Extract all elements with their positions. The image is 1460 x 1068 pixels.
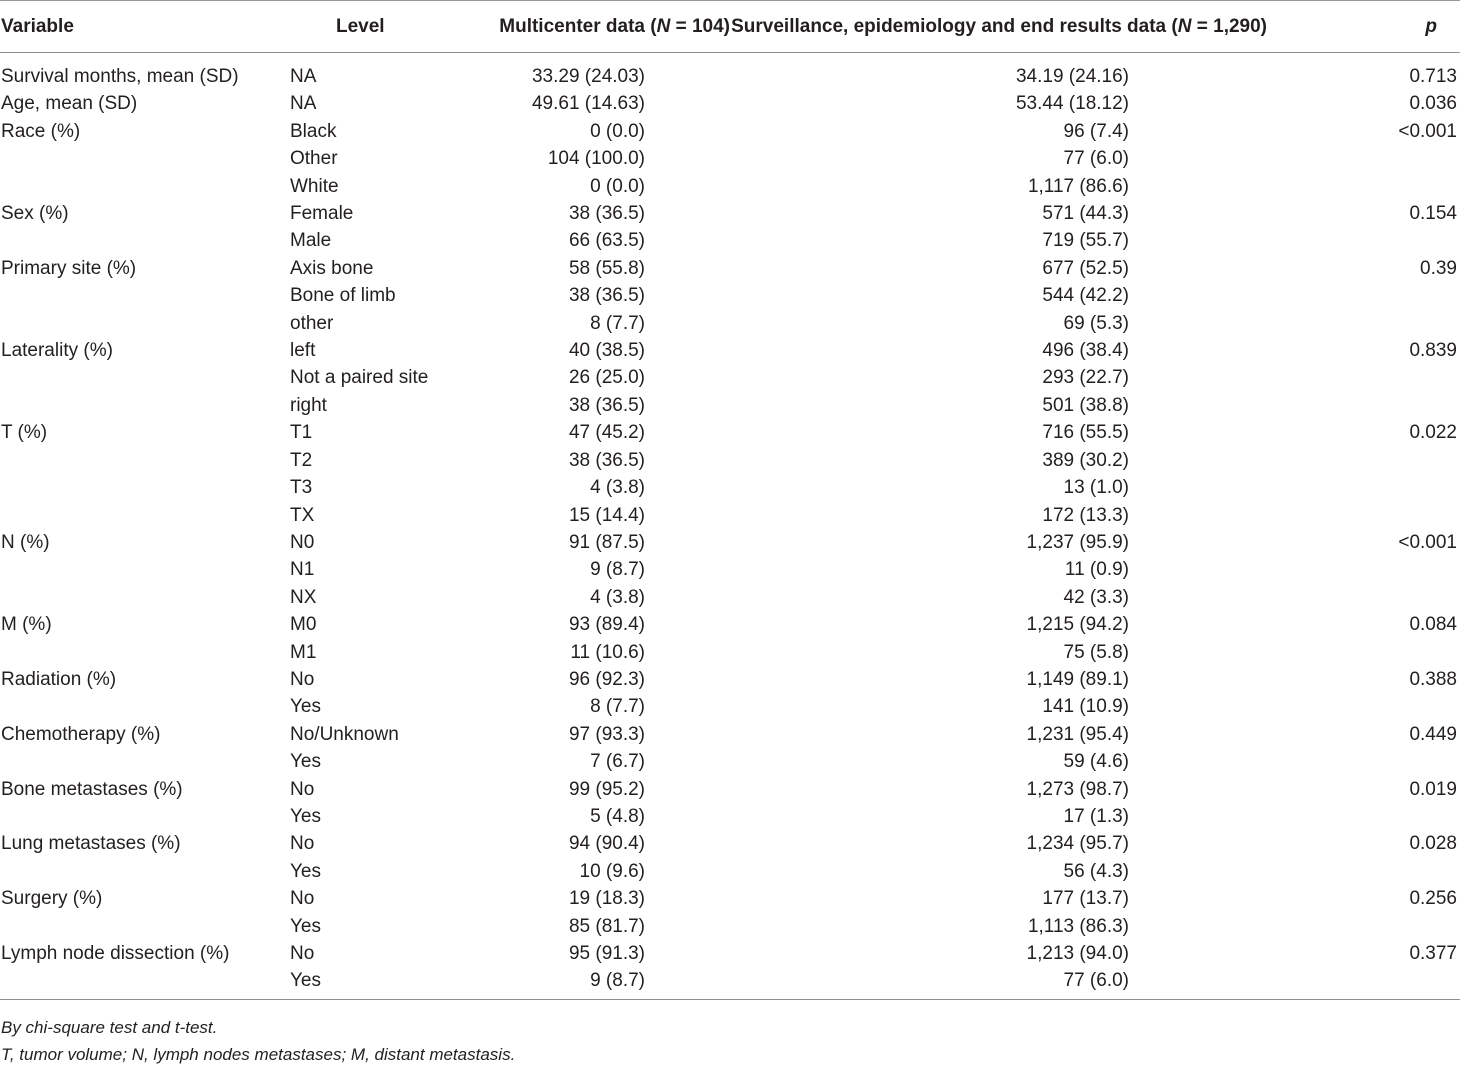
multicenter-cell: 4 (3.8) — [590, 477, 645, 499]
header-p-label: p — [1425, 15, 1437, 37]
multicenter-cell: 47 (45.2) — [568, 422, 645, 444]
multicenter-cell: 49.61 (14.63) — [531, 93, 645, 115]
seer-cell: 677 (52.5) — [1042, 257, 1129, 279]
p-value-cell: 0.377 — [1409, 943, 1457, 964]
level-cell: NX — [290, 586, 317, 608]
variable-cell — [0, 639, 290, 666]
variable-cell: Lung metastases (%) — [1, 833, 181, 855]
seer-cell: 53.44 (18.12) — [1015, 93, 1129, 115]
variable-cell: Bone metastases (%) — [1, 778, 183, 800]
multicenter-cell: 85 (81.7) — [568, 915, 645, 937]
multicenter-cell: 5 (4.8) — [590, 805, 645, 827]
table-row — [0, 419, 1460, 446]
multicenter-cell: 26 (25.0) — [568, 367, 645, 389]
level-cell: Female — [290, 203, 354, 225]
header-seer-n: N — [1177, 15, 1192, 37]
level-cell: Yes — [290, 860, 321, 882]
table-row — [0, 913, 1460, 940]
level-cell: M0 — [290, 614, 317, 636]
level-cell: Yes — [290, 696, 321, 718]
table-footnotes — [1, 1014, 515, 1068]
table-row — [0, 255, 1460, 282]
level-cell: T1 — [290, 422, 313, 444]
p-value-cell: 0.839 — [1409, 340, 1457, 362]
table-row — [0, 173, 1460, 200]
seer-cell: 141 (10.9) — [1042, 696, 1129, 718]
level-cell: No — [290, 668, 315, 690]
header-multicenter-suffix: = 104) — [670, 15, 730, 37]
table-row — [0, 447, 1460, 474]
table-row — [0, 693, 1460, 720]
header-multicenter-prefix: Multicenter data ( — [499, 15, 657, 37]
table-row — [0, 940, 1460, 967]
variable-cell — [0, 748, 290, 775]
seer-cell: 719 (55.7) — [1042, 230, 1129, 252]
p-value-cell — [1380, 858, 1460, 885]
multicenter-cell: 97 (93.3) — [568, 723, 645, 745]
seer-cell: 496 (38.4) — [1042, 340, 1129, 362]
table-row — [0, 145, 1460, 172]
variable-cell — [0, 392, 290, 419]
seer-cell: 1,231 (95.4) — [1026, 723, 1129, 745]
multicenter-cell: 0 (0.0) — [590, 175, 645, 197]
p-value-cell: 0.713 — [1409, 66, 1457, 87]
p-value-cell: <0.001 — [1398, 120, 1457, 142]
seer-cell: 77 (6.0) — [730, 967, 1380, 999]
variable-cell — [0, 474, 290, 501]
seer-cell: 1,113 (86.3) — [1027, 915, 1129, 937]
variable-cell: Race (%) — [1, 120, 81, 142]
seer-cell: 17 (1.3) — [1063, 805, 1129, 827]
multicenter-cell: 58 (55.8) — [568, 257, 645, 279]
variable-cell — [0, 173, 290, 200]
seer-cell: 293 (22.7) — [1042, 367, 1129, 389]
p-value-cell: 0.39 — [1420, 257, 1457, 279]
table-row — [0, 885, 1460, 912]
p-value-cell: 0.036 — [1409, 93, 1457, 115]
variable-cell — [0, 913, 290, 940]
p-value-cell — [1380, 803, 1460, 830]
variable-cell — [0, 556, 290, 583]
multicenter-cell: 38 (36.5) — [568, 203, 645, 225]
level-cell: NA — [290, 93, 317, 115]
table-row — [0, 611, 1460, 638]
table-row — [0, 227, 1460, 254]
p-value-cell — [1380, 913, 1460, 940]
variable-cell — [0, 967, 290, 999]
table-row — [0, 584, 1460, 611]
p-value-cell: <0.001 — [1398, 531, 1457, 553]
p-value-cell — [1380, 474, 1460, 501]
variable-cell — [0, 584, 290, 611]
seer-cell: 75 (5.8) — [1063, 641, 1129, 663]
multicenter-cell: 91 (87.5) — [568, 531, 645, 553]
header-p-value — [1380, 1, 1460, 53]
seer-cell: 42 (3.3) — [1063, 586, 1129, 608]
level-cell: White — [290, 175, 339, 197]
level-cell: N0 — [290, 531, 315, 553]
seer-cell: 1,273 (98.7) — [1026, 778, 1129, 800]
table-row — [0, 53, 1460, 91]
seer-cell: 56 (4.3) — [1063, 860, 1129, 882]
multicenter-cell: 9 (8.7) — [440, 967, 730, 999]
multicenter-cell: 38 (36.5) — [568, 285, 645, 307]
p-value-cell — [1380, 364, 1460, 391]
table-row — [0, 200, 1460, 227]
table-row — [0, 967, 1460, 999]
multicenter-cell: 104 (100.0) — [547, 148, 645, 170]
p-value-cell — [1380, 639, 1460, 666]
multicenter-cell: 7 (6.7) — [590, 751, 645, 773]
table-row — [0, 721, 1460, 748]
variable-cell: N (%) — [1, 531, 50, 553]
table-body — [0, 53, 1460, 1000]
p-value-cell: 0.154 — [1409, 203, 1457, 225]
variable-cell — [0, 310, 290, 337]
variable-cell: Radiation (%) — [1, 668, 117, 690]
level-cell: NA — [290, 66, 317, 87]
p-value-cell — [1380, 748, 1460, 775]
table-row — [0, 748, 1460, 775]
level-cell: Yes — [290, 805, 321, 827]
level-cell: Bone of limb — [290, 285, 396, 307]
seer-cell: 34.19 (24.16) — [1015, 66, 1129, 87]
p-value-cell — [1380, 447, 1460, 474]
variable-cell: Lymph node dissection (%) — [1, 943, 230, 964]
seer-cell: 177 (13.7) — [1042, 888, 1129, 910]
variable-cell — [0, 803, 290, 830]
seer-cell: 13 (1.0) — [1063, 477, 1129, 499]
p-value-cell: 0.022 — [1409, 422, 1457, 444]
seer-cell: 77 (6.0) — [1063, 148, 1129, 170]
p-value-cell — [1380, 693, 1460, 720]
table-row — [0, 90, 1460, 117]
header-row — [0, 1, 1460, 53]
table-header — [0, 1, 1460, 53]
variable-cell — [0, 693, 290, 720]
level-cell: No — [290, 943, 315, 964]
level-cell: No/Unknown — [290, 723, 399, 745]
footnote-test: By chi-square test and t-test. — [1, 1018, 218, 1037]
level-cell: T3 — [290, 477, 313, 499]
seer-cell: 571 (44.3) — [1042, 203, 1129, 225]
variable-cell: Chemotherapy (%) — [1, 723, 161, 745]
seer-cell: 1,237 (95.9) — [1026, 531, 1129, 553]
level-cell: Male — [290, 230, 332, 252]
multicenter-cell: 11 (10.6) — [570, 641, 645, 663]
p-value-cell — [1380, 556, 1460, 583]
variable-cell: Surgery (%) — [1, 888, 103, 910]
variable-cell — [0, 364, 290, 391]
p-value-cell — [1380, 145, 1460, 172]
header-variable: Variable — [0, 1, 290, 53]
variable-cell: Primary site (%) — [1, 257, 137, 279]
seer-cell: 1,213 (94.0) — [1026, 943, 1129, 964]
table-row — [0, 666, 1460, 693]
table-row — [0, 337, 1460, 364]
p-value-cell — [1380, 502, 1460, 529]
header-multicenter-n: N — [656, 15, 671, 37]
variable-cell — [0, 858, 290, 885]
table-row — [0, 776, 1460, 803]
seer-cell: 1,215 (94.2) — [1026, 614, 1129, 636]
p-value-cell — [1380, 392, 1460, 419]
seer-cell: 1,117 (86.6) — [1027, 175, 1129, 197]
level-cell: Yes — [290, 915, 321, 937]
multicenter-cell: 8 (7.7) — [590, 312, 645, 334]
variable-cell — [0, 227, 290, 254]
table-row — [0, 830, 1460, 857]
footnote-abbreviations: T, tumor volume; N, lymph nodes metastases; M, distant metastasis. — [1, 1045, 516, 1064]
multicenter-cell: 19 (18.3) — [568, 888, 645, 910]
p-value-cell: 0.256 — [1409, 888, 1457, 910]
seer-cell: 1,234 (95.7) — [1026, 833, 1129, 855]
p-value-cell: 0.449 — [1409, 723, 1457, 745]
variable-cell — [0, 145, 290, 172]
table-row — [0, 392, 1460, 419]
multicenter-cell: 93 (89.4) — [568, 614, 645, 636]
header-seer — [730, 1, 1380, 53]
level-cell: No — [290, 888, 315, 910]
seer-cell: 11 (0.9) — [1064, 559, 1129, 581]
table-row — [0, 118, 1460, 145]
multicenter-cell: 8 (7.7) — [590, 696, 645, 718]
seer-cell: 1,149 (89.1) — [1026, 668, 1129, 690]
p-value-cell: 0.019 — [1409, 778, 1457, 800]
header-multicenter — [440, 1, 730, 53]
multicenter-cell: 33.29 (24.03) — [531, 66, 645, 87]
seer-cell: 544 (42.2) — [1042, 285, 1129, 307]
level-cell: Other — [290, 148, 338, 170]
multicenter-cell: 10 (9.6) — [579, 860, 645, 882]
multicenter-cell: 38 (36.5) — [568, 449, 645, 471]
header-seer-suffix: = 1,290) — [1191, 15, 1267, 37]
variable-cell — [0, 447, 290, 474]
multicenter-cell: 66 (63.5) — [568, 230, 645, 252]
p-value-cell — [1380, 584, 1460, 611]
p-value-cell: 0.388 — [1409, 668, 1457, 690]
table-row — [0, 310, 1460, 337]
p-value-cell: 0.084 — [1409, 614, 1457, 636]
variable-cell — [0, 502, 290, 529]
seer-cell: 69 (5.3) — [1063, 312, 1129, 334]
multicenter-cell: 9 (8.7) — [590, 559, 645, 581]
level-cell: No — [290, 778, 315, 800]
multicenter-cell: 96 (92.3) — [568, 668, 645, 690]
level-cell: T2 — [290, 449, 313, 471]
level-cell: right — [290, 394, 327, 416]
multicenter-cell: 95 (91.3) — [568, 943, 645, 964]
variable-cell: Survival months, mean (SD) — [1, 66, 239, 87]
seer-cell: 172 (13.3) — [1042, 504, 1129, 526]
multicenter-cell: 99 (95.2) — [568, 778, 645, 800]
multicenter-cell: 15 (14.4) — [568, 504, 645, 526]
p-value-cell — [1380, 173, 1460, 200]
table-row — [0, 639, 1460, 666]
seer-cell: 59 (4.6) — [1063, 751, 1129, 773]
variable-cell: Laterality (%) — [1, 340, 113, 362]
level-cell: Black — [290, 120, 337, 142]
p-value-cell — [1380, 310, 1460, 337]
level-cell: other — [290, 312, 334, 334]
seer-cell: 96 (7.4) — [1063, 120, 1129, 142]
variable-cell — [0, 282, 290, 309]
table-row — [0, 529, 1460, 556]
variable-cell: M (%) — [1, 614, 52, 636]
multicenter-cell: 40 (38.5) — [568, 340, 645, 362]
p-value-cell: 0.028 — [1409, 833, 1457, 855]
level-cell: TX — [290, 504, 315, 526]
level-cell: Axis bone — [290, 257, 374, 279]
variable-cell: Sex (%) — [1, 203, 69, 225]
table-row — [0, 556, 1460, 583]
multicenter-cell: 0 (0.0) — [590, 120, 645, 142]
table-row — [0, 502, 1460, 529]
seer-cell: 501 (38.8) — [1042, 394, 1129, 416]
seer-cell: 389 (30.2) — [1042, 449, 1129, 471]
level-cell: Yes — [290, 751, 321, 773]
level-cell: left — [290, 340, 316, 362]
p-value-cell — [1380, 282, 1460, 309]
table-row — [0, 803, 1460, 830]
multicenter-cell: 38 (36.5) — [568, 394, 645, 416]
level-cell: N1 — [290, 559, 315, 581]
multicenter-cell: 94 (90.4) — [568, 833, 645, 855]
p-value-cell — [1380, 227, 1460, 254]
variable-cell: Age, mean (SD) — [1, 93, 138, 115]
level-cell: Not a paired site — [290, 367, 429, 389]
header-seer-prefix: Surveillance, epidemiology and end results data ( — [731, 15, 1178, 37]
level-cell: Yes — [290, 967, 440, 999]
multicenter-cell: 4 (3.8) — [590, 586, 645, 608]
p-value-cell — [1380, 967, 1460, 999]
level-cell: M1 — [290, 641, 317, 663]
level-cell: No — [290, 833, 315, 855]
table-row — [0, 858, 1460, 885]
seer-cell: 716 (55.5) — [1042, 422, 1129, 444]
table-row — [0, 474, 1460, 501]
variable-cell: T (%) — [1, 422, 48, 444]
header-level: Level — [290, 1, 440, 53]
table-row — [0, 364, 1460, 391]
table-row — [0, 282, 1460, 309]
